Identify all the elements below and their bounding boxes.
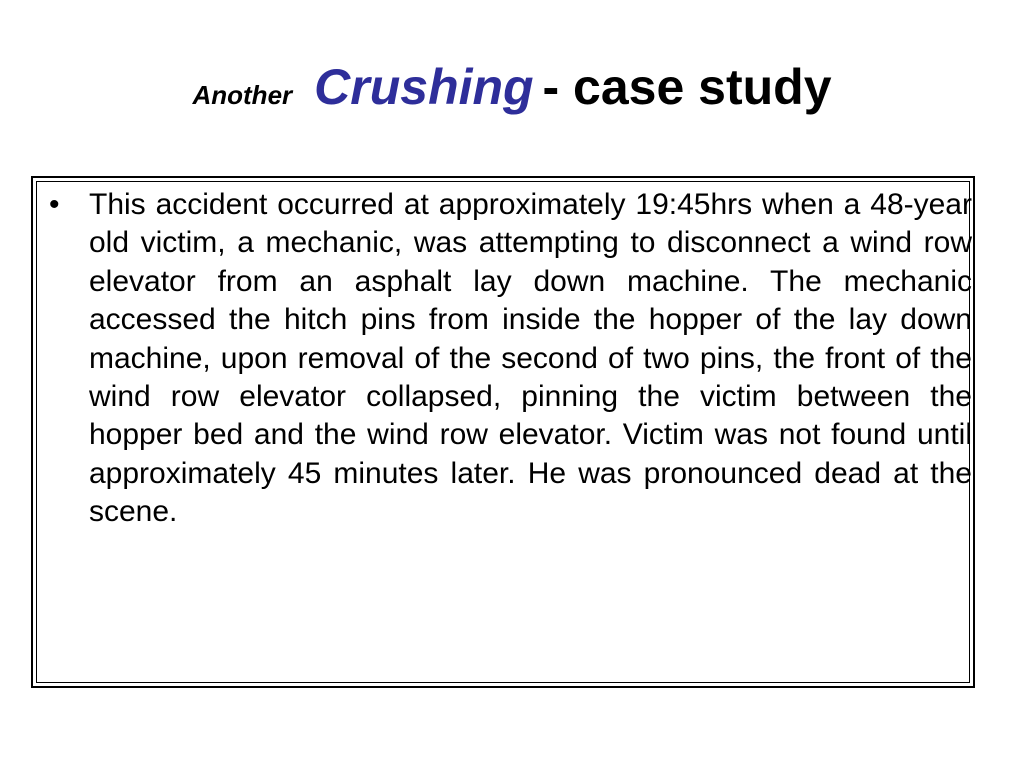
slide-title — [0, 59, 1024, 115]
title-prefix: Another — [192, 80, 293, 110]
title-keyword: Crushing — [314, 59, 534, 115]
content-box-inner — [36, 181, 970, 683]
bullet-text: This accident occurred at approximately 19:45hrs when a 48-year old victim, a mechanic, was attempting to disconnect a wind row elevator from an asphalt lay down machine. The mechanic accessed the hitch pins from inside the hopper of the lay down machine, upon removal of the second of two pins, the front of the wind row elevator collapsed, pinning the victim between the hopper bed and the wind row elevator. Victim was not found until approximately 45 minutes later. He was pronounced dead at the scene. — [89, 188, 972, 529]
content-box — [31, 176, 975, 688]
title-rest: - case study — [542, 59, 832, 115]
bullet-item — [47, 186, 972, 532]
bullet-marker: • — [49, 188, 60, 221]
